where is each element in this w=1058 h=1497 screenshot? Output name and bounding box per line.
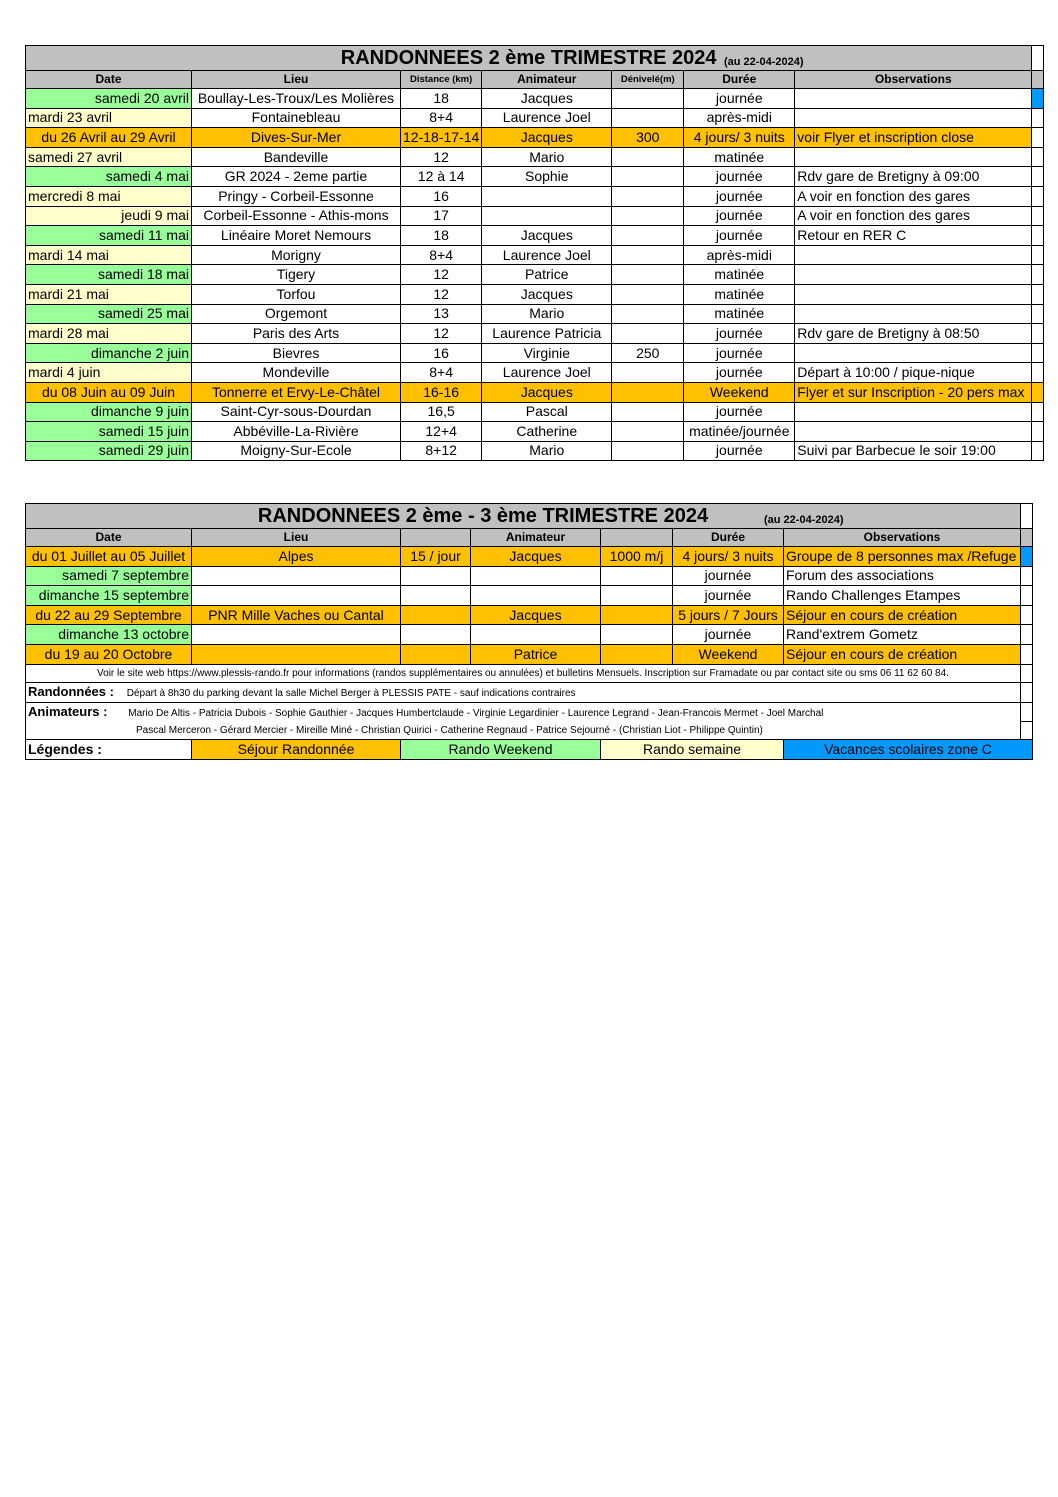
row-date: dimanche 13 octobre	[26, 625, 192, 645]
row-distance: 16-16	[401, 382, 482, 402]
row-distance: 12	[401, 324, 482, 344]
row-denivele	[612, 147, 684, 167]
row-distance: 16	[401, 343, 482, 363]
row-animateur: Mario	[482, 147, 612, 167]
row-animateur: Laurence Patricia	[482, 324, 612, 344]
row-denivele	[612, 108, 684, 128]
row-animateur: Jacques	[482, 128, 612, 148]
row-animateur: Jacques	[482, 226, 612, 246]
row-lieu	[192, 586, 401, 606]
row-animateur: Laurence Joel	[482, 245, 612, 265]
row-observations	[795, 422, 1032, 442]
row-duree: journée	[673, 625, 784, 645]
table-row	[26, 245, 1044, 265]
row-animateur: Sophie	[482, 167, 612, 187]
row-distance: 8+4	[401, 363, 482, 383]
row-lieu	[192, 566, 401, 586]
header-row	[26, 71, 1044, 89]
row-denivele: 1000 m/j	[601, 547, 673, 567]
row-animateur: Catherine	[482, 422, 612, 442]
row-denivele	[612, 89, 684, 109]
table-row	[26, 108, 1044, 128]
row-duree: journée	[673, 586, 784, 606]
row-denivele	[601, 586, 673, 606]
row-date: samedi 29 juin	[26, 441, 192, 461]
row-denivele	[612, 422, 684, 442]
row-date: samedi 18 mai	[26, 265, 192, 285]
animateurs-info	[26, 702, 1021, 722]
row-duree: journée	[684, 89, 795, 109]
row-animateur	[471, 566, 601, 586]
row-lieu: Linéaire Moret Nemours	[192, 226, 401, 246]
row-observations: Départ à 10:00 / pique-nique	[795, 363, 1032, 383]
row-distance: 12 à 14	[401, 167, 482, 187]
row-duree: matinée	[684, 265, 795, 285]
table-row	[26, 265, 1044, 285]
row-distance: 16,5	[401, 402, 482, 422]
row-distance: 18	[401, 89, 482, 109]
row-duree: journée	[684, 206, 795, 226]
row-observations: Retour en RER C	[795, 226, 1032, 246]
row-date: du 26 Avril au 29 Avril	[26, 128, 192, 148]
row-observations: Rdv gare de Bretigny à 08:50	[795, 324, 1032, 344]
row-observations	[795, 284, 1032, 304]
table-row	[26, 206, 1044, 226]
table-row	[26, 147, 1044, 167]
row-date: du 19 au 20 Octobre	[26, 644, 192, 664]
row-animateur: Patrice	[482, 265, 612, 285]
header-duree: Durée	[684, 71, 795, 89]
row-lieu: Moigny-Sur-Ecole	[192, 441, 401, 461]
row-lieu: Bievres	[192, 343, 401, 363]
table-row	[26, 605, 1033, 625]
row-duree: journée	[684, 441, 795, 461]
row-observations: Rando Challenges Etampes	[784, 586, 1021, 606]
table-row	[26, 382, 1044, 402]
row-distance	[401, 605, 471, 625]
row-duree: journée	[684, 343, 795, 363]
header-observations: Observations	[795, 71, 1032, 89]
row-date: mardi 28 mai	[26, 324, 192, 344]
row-duree: Weekend	[673, 644, 784, 664]
row-duree: journée	[673, 566, 784, 586]
row-lieu: Saint-Cyr-sous-Dourdan	[192, 402, 401, 422]
table-row	[26, 566, 1033, 586]
header-distance: Distance (km)	[401, 71, 482, 89]
row-denivele	[612, 186, 684, 206]
row-lieu: Orgemont	[192, 304, 401, 324]
row-denivele	[612, 363, 684, 383]
row-date: du 22 au 29 Septembre	[26, 605, 192, 625]
row-distance: 12	[401, 147, 482, 167]
animateurs-line2: Pascal Merceron - Gérard Mercier - Mireille Miné - Christian Quirici - Catherine Regnaud - Patrice Sejourné - (Christian Liot - Philippe Quintin)	[26, 722, 1021, 740]
row-duree: 5 jours / 7 Jours	[673, 605, 784, 625]
row-date: mercredi 8 mai	[26, 186, 192, 206]
row-lieu: Torfou	[192, 284, 401, 304]
row-distance: 17	[401, 206, 482, 226]
randonnees-info	[26, 682, 1021, 702]
row-observations	[795, 147, 1032, 167]
legend-weekend: Rando Weekend	[401, 740, 601, 760]
row-distance: 12	[401, 284, 482, 304]
row-observations	[795, 304, 1032, 324]
row-date: mardi 23 avril	[26, 108, 192, 128]
row-date: samedi 7 septembre	[26, 566, 192, 586]
row-animateur: Virginie	[482, 343, 612, 363]
schedule-table-q3	[25, 503, 1033, 760]
row-distance: 8+4	[401, 108, 482, 128]
table-row	[26, 422, 1044, 442]
row-date: samedi 20 avril	[26, 89, 192, 109]
row-date: dimanche 9 juin	[26, 402, 192, 422]
row-duree: journée	[684, 402, 795, 422]
row-denivele	[601, 644, 673, 664]
row-observations: Séjour en cours de création	[784, 605, 1021, 625]
row-date: mardi 4 juin	[26, 363, 192, 383]
row-distance	[401, 625, 471, 645]
row-animateur	[471, 586, 601, 606]
row-date: samedi 15 juin	[26, 422, 192, 442]
row-observations: Rand'extrem Gometz	[784, 625, 1021, 645]
row-distance: 13	[401, 304, 482, 324]
row-denivele	[601, 566, 673, 586]
animateurs-line1: Mario De Altis - Patricia Dubois - Sophie Gauthier - Jacques Humbertclaude - Virginie Legardinier - Laurence Legrand - Jean-Francois Mermet - Joel Marchal	[128, 707, 824, 719]
table-row	[26, 644, 1033, 664]
row-animateur: Laurence Joel	[482, 108, 612, 128]
row-distance	[401, 586, 471, 606]
row-lieu	[192, 644, 401, 664]
row-lieu: Pringy - Corbeil-Essonne	[192, 186, 401, 206]
row-distance	[401, 644, 471, 664]
row-duree: matinée	[684, 284, 795, 304]
header-lieu: Lieu	[192, 529, 401, 547]
row-distance: 16	[401, 186, 482, 206]
row-date: samedi 27 avril	[26, 147, 192, 167]
row-lieu: Mondeville	[192, 363, 401, 383]
table-row	[26, 304, 1044, 324]
row-date: du 01 Juillet au 05 Juillet	[26, 547, 192, 567]
table-row	[26, 167, 1044, 187]
table-row	[26, 441, 1044, 461]
header-observations: Observations	[784, 529, 1021, 547]
row-lieu: GR 2024 - 2eme partie	[192, 167, 401, 187]
row-duree: journée	[684, 186, 795, 206]
row-date: mardi 14 mai	[26, 245, 192, 265]
row-distance	[401, 566, 471, 586]
row-duree: matinée/journée	[684, 422, 795, 442]
row-animateur	[471, 625, 601, 645]
table-row	[26, 324, 1044, 344]
row-denivele	[612, 206, 684, 226]
row-distance: 12-18-17-14	[401, 128, 482, 148]
row-lieu: Corbeil-Essonne - Athis-mons	[192, 206, 401, 226]
row-distance: 12+4	[401, 422, 482, 442]
row-date: dimanche 15 septembre	[26, 586, 192, 606]
table-title	[26, 46, 1032, 71]
row-lieu: Morigny	[192, 245, 401, 265]
header-animateur: Animateur	[482, 71, 612, 89]
row-date: du 08 Juin au 09 Juin	[26, 382, 192, 402]
row-duree: matinée	[684, 304, 795, 324]
row-animateur: Jacques	[482, 89, 612, 109]
header-denivele: Dénivelé(m)	[612, 71, 684, 89]
row-denivele	[612, 284, 684, 304]
table-row	[26, 363, 1044, 383]
row-lieu: Paris des Arts	[192, 324, 401, 344]
as-of-date: (au 22-04-2024)	[724, 56, 804, 68]
row-duree: journée	[684, 363, 795, 383]
row-duree: après-midi	[684, 108, 795, 128]
row-denivele	[612, 265, 684, 285]
randonnees-text: Départ à 8h30 du parking devant la salle Michel Berger à PLESSIS PATE - sauf indications contraires	[126, 687, 576, 699]
row-duree: Weekend	[684, 382, 795, 402]
row-duree: après-midi	[684, 245, 795, 265]
row-lieu: Abbéville-La-Rivière	[192, 422, 401, 442]
row-distance: 15 / jour	[401, 547, 471, 567]
table-row	[26, 226, 1044, 246]
header-lieu: Lieu	[192, 71, 401, 89]
row-observations	[795, 402, 1032, 422]
schedule-table-q2	[25, 45, 1044, 461]
row-denivele: 250	[612, 343, 684, 363]
row-duree: 4 jours/ 3 nuits	[684, 128, 795, 148]
row-date: samedi 11 mai	[26, 226, 192, 246]
row-date: samedi 25 mai	[26, 304, 192, 324]
legend-sejour: Séjour Randonnée	[192, 740, 401, 760]
row-duree: journée	[684, 167, 795, 187]
row-observations: Rdv gare de Bretigny à 09:00	[795, 167, 1032, 187]
row-animateur: Jacques	[482, 382, 612, 402]
row-lieu: Boullay-Les-Troux/Les Molières	[192, 89, 401, 109]
row-distance: 8+4	[401, 245, 482, 265]
row-denivele	[612, 441, 684, 461]
row-observations	[795, 245, 1032, 265]
row-observations	[795, 343, 1032, 363]
row-denivele	[612, 245, 684, 265]
row-observations: Suivi par Barbecue le soir 19:00	[795, 441, 1032, 461]
row-observations	[795, 108, 1032, 128]
table-row	[26, 402, 1044, 422]
row-observations: Forum des associations	[784, 566, 1021, 586]
row-duree: journée	[684, 226, 795, 246]
vacances-marker	[1032, 89, 1044, 109]
table-row	[26, 547, 1033, 567]
legend-row	[26, 740, 1033, 760]
row-observations: A voir en fonction des gares	[795, 206, 1032, 226]
title-text: RANDONNEES 2 ème TRIMESTRE 2024	[340, 46, 717, 69]
row-lieu: Bandeville	[192, 147, 401, 167]
row-animateur	[482, 206, 612, 226]
row-observations	[795, 265, 1032, 285]
header-animateur: Animateur	[471, 529, 601, 547]
row-animateur: Laurence Joel	[482, 363, 612, 383]
row-observations: A voir en fonction des gares	[795, 186, 1032, 206]
row-duree: journée	[684, 324, 795, 344]
row-animateur: Jacques	[471, 605, 601, 625]
row-denivele: 300	[612, 128, 684, 148]
row-denivele	[612, 382, 684, 402]
randonnees-label: Randonnées :	[28, 683, 114, 699]
row-date: samedi 4 mai	[26, 167, 192, 187]
row-observations	[795, 89, 1032, 109]
table-row	[26, 625, 1033, 645]
row-distance: 8+12	[401, 441, 482, 461]
row-denivele	[601, 625, 673, 645]
row-distance: 18	[401, 226, 482, 246]
row-date: jeudi 9 mai	[26, 206, 192, 226]
row-observations: Séjour en cours de création	[784, 644, 1021, 664]
row-observations: Groupe de 8 personnes max /Refuge	[784, 547, 1021, 567]
row-lieu: Tigery	[192, 265, 401, 285]
row-animateur: Jacques	[482, 284, 612, 304]
row-lieu	[192, 625, 401, 645]
row-lieu: Tonnerre et Ervy-Le-Châtel	[192, 382, 401, 402]
row-denivele	[601, 605, 673, 625]
row-duree: matinée	[684, 147, 795, 167]
row-date: dimanche 2 juin	[26, 343, 192, 363]
row-observations: Flyer et sur Inscription - 20 pers max	[795, 382, 1032, 402]
row-animateur	[482, 186, 612, 206]
header-date: Date	[26, 71, 192, 89]
header-row	[26, 529, 1033, 547]
title-text: RANDONNEES 2 ème - 3 ème TRIMESTRE 2024	[257, 504, 709, 527]
table-row	[26, 128, 1044, 148]
animateurs-label: Animateurs :	[28, 703, 108, 719]
row-animateur: Mario	[482, 304, 612, 324]
legend-semaine: Rando semaine	[601, 740, 784, 760]
row-denivele	[612, 226, 684, 246]
table-title	[26, 504, 1021, 529]
vacances-marker	[1021, 547, 1033, 567]
row-denivele	[612, 402, 684, 422]
header-duree: Durée	[673, 529, 784, 547]
row-animateur: Patrice	[471, 644, 601, 664]
legend-vacances: Vacances scolaires zone C	[784, 740, 1033, 760]
table-row	[26, 89, 1044, 109]
table-row	[26, 284, 1044, 304]
row-animateur: Jacques	[471, 547, 601, 567]
table-row	[26, 586, 1033, 606]
row-lieu: Alpes	[192, 547, 401, 567]
row-denivele	[612, 304, 684, 324]
side-cell	[1032, 46, 1044, 71]
row-duree: 4 jours/ 3 nuits	[673, 547, 784, 567]
row-observations: voir Flyer et inscription close	[795, 128, 1032, 148]
table-row	[26, 186, 1044, 206]
row-animateur: Pascal	[482, 402, 612, 422]
legend-label: Légendes :	[26, 740, 192, 760]
row-lieu: PNR Mille Vaches ou Cantal	[192, 605, 401, 625]
row-date: mardi 21 mai	[26, 284, 192, 304]
website-note: Voir le site web https://www.plessis-rando.fr pour informations (randos supplémentaires ou annulées) et bulletins Mensuels. Inscription sur Framadate ou par contact site ou sms 06 11 62 60 84.	[26, 664, 1021, 682]
row-denivele	[612, 324, 684, 344]
row-lieu: Fontainebleau	[192, 108, 401, 128]
row-denivele	[612, 167, 684, 187]
row-distance: 12	[401, 265, 482, 285]
row-animateur: Mario	[482, 441, 612, 461]
row-lieu: Dives-Sur-Mer	[192, 128, 401, 148]
table-row	[26, 343, 1044, 363]
as-of-date: (au 22-04-2024)	[764, 514, 844, 526]
header-date: Date	[26, 529, 192, 547]
